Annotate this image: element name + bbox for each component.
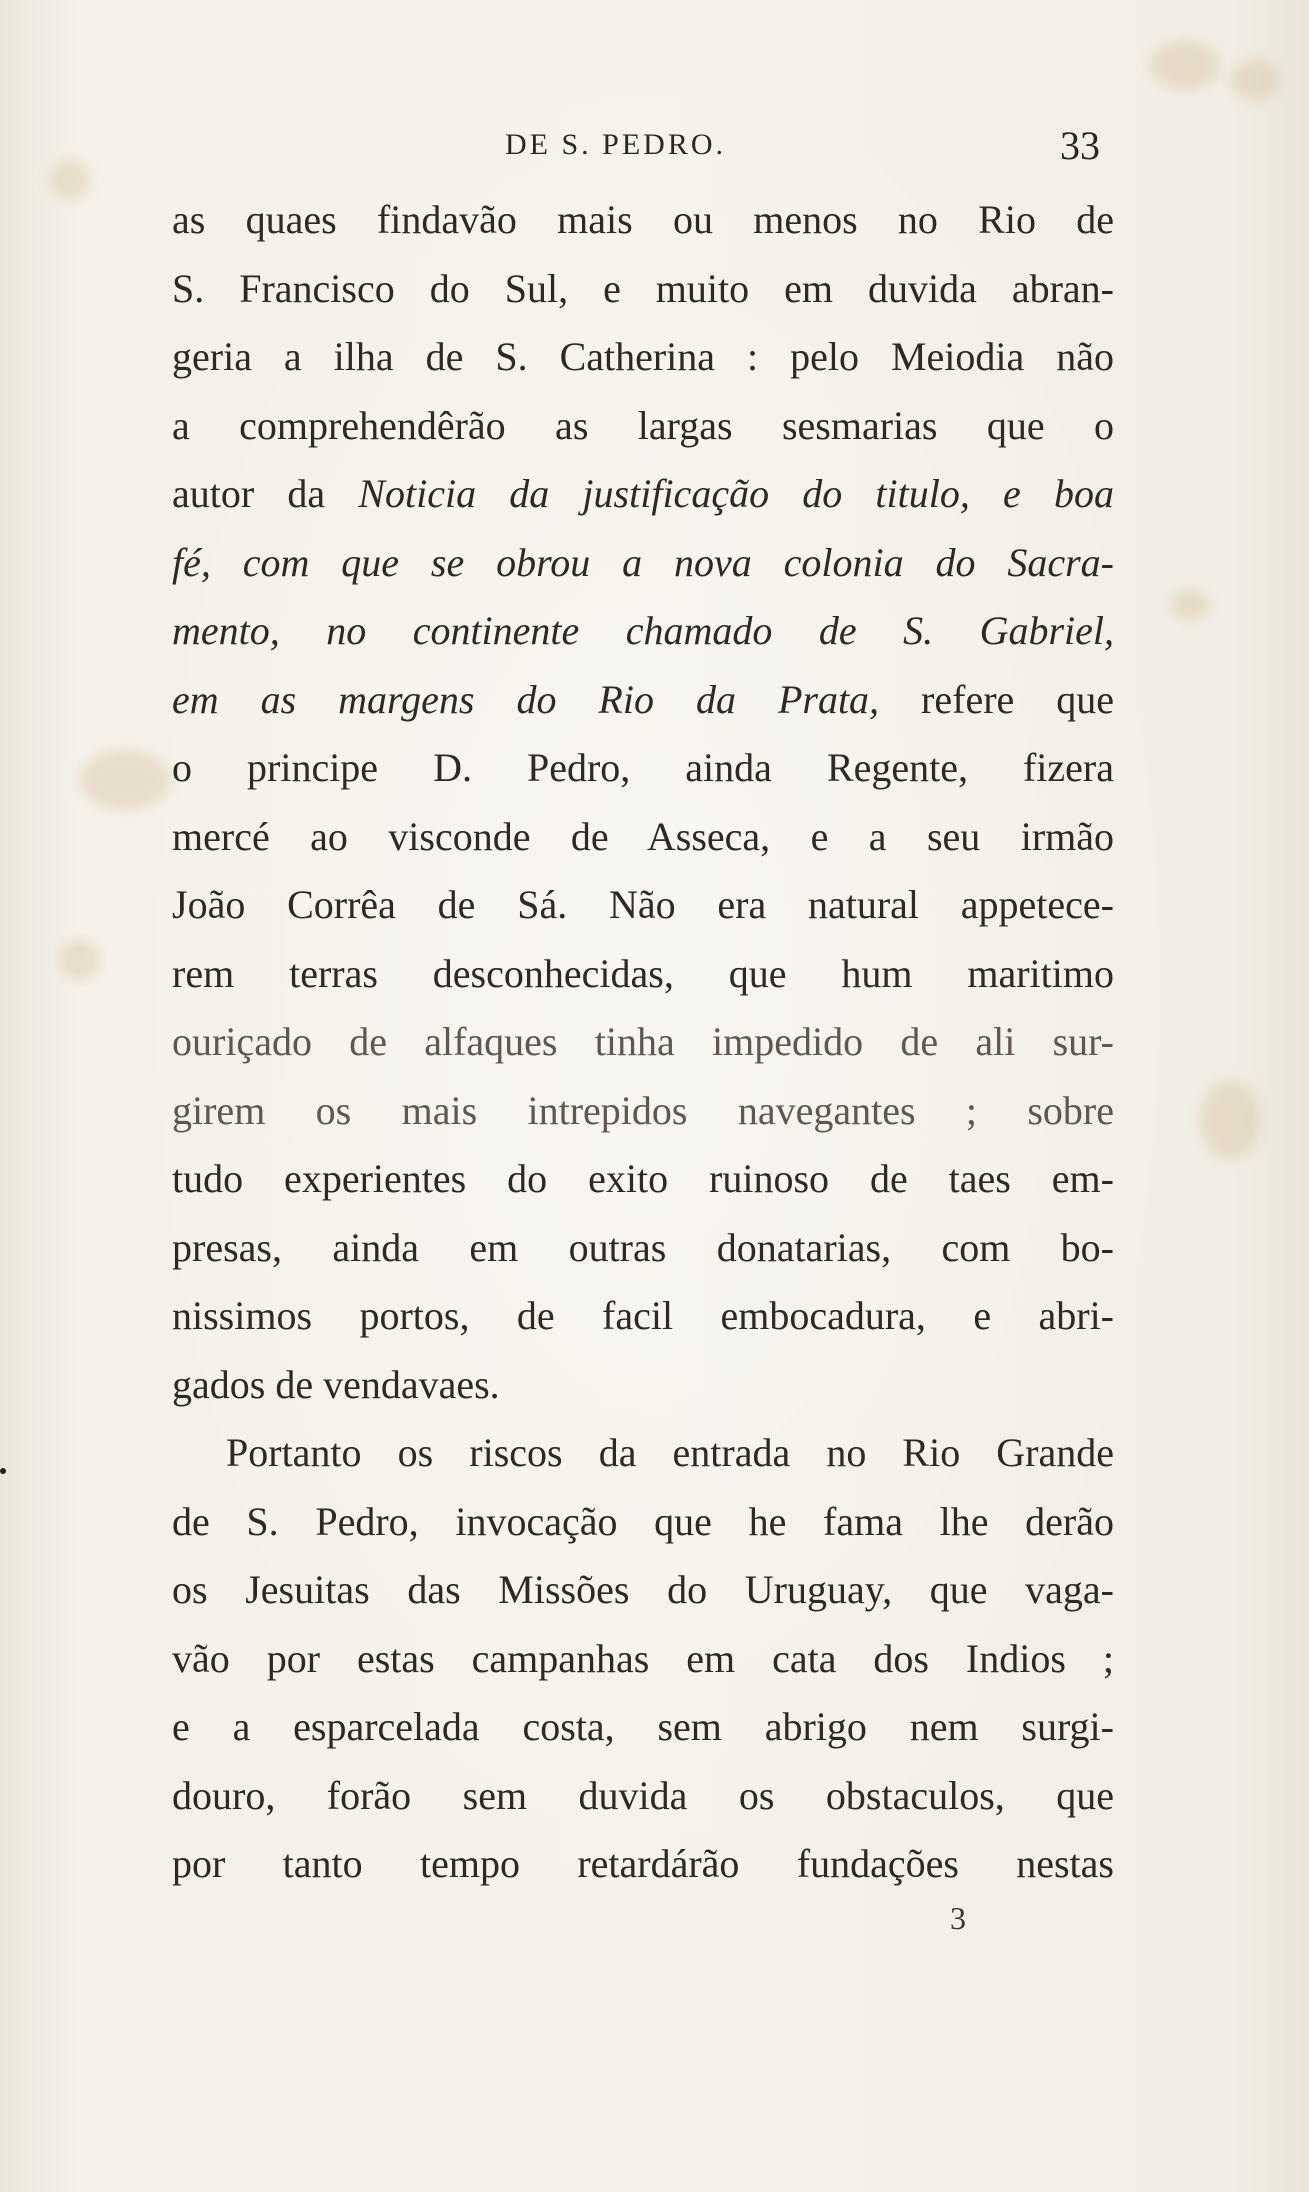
text-line: a comprehendêrão as largas sesmarias que o [172, 402, 1114, 448]
text-line: Portanto os riscos da entrada no Rio Grande [226, 1430, 1114, 1475]
text-line: girem os mais intrepidos navegantes ; sobre [172, 1087, 1114, 1133]
text-line: S. Francisco do Sul, e muito em duvida abran- [172, 265, 1114, 311]
text-line [172, 460, 1114, 529]
text-line: douro, forão sem duvida os obstaculos, que [172, 1772, 1114, 1818]
text-line: vão por estas campanhas em cata dos Indios ; [172, 1635, 1114, 1681]
text-line: os Jesuitas das Missões do Uruguay, que vaga- [172, 1567, 1114, 1612]
text-line [172, 597, 1114, 666]
text-line [172, 666, 1114, 735]
text-line: nissimos portos, de facil embocadura, e abri- [172, 1293, 1114, 1338]
text-line: geria a ilha de S. Catherina : pelo Meiodia não [172, 334, 1114, 379]
margin-dot [0, 1468, 6, 1474]
italic-title: mento, no continente chamado de S. Gabriel, [172, 608, 1114, 653]
text-line: gados de vendavaes. [172, 1361, 500, 1407]
text-line: por tanto tempo retardárão fundações nestas [172, 1841, 1114, 1886]
text-line: presas, ainda em outras donatarias, com bo- [172, 1224, 1114, 1270]
signature-mark: 3 [950, 1900, 966, 1936]
text-line [172, 529, 1114, 598]
text-line: o principe D. Pedro, ainda Regente, fizera [172, 745, 1114, 790]
text-line: mercé ao visconde de Asseca, e a seu irmão [172, 813, 1114, 859]
italic-title: fé, com que se obrou a nova colonia do Sacra- [172, 539, 1114, 585]
foxing-stain [1150, 40, 1220, 90]
foxing-stain [80, 750, 170, 810]
text-line: de S. Pedro, invocação que he fama lhe derão [172, 1498, 1114, 1544]
text-line: rem terras desconhecidas, que hum maritimo [172, 950, 1114, 996]
body-text [172, 186, 1114, 1899]
foxing-stain [50, 160, 90, 200]
foxing-stain [1200, 1080, 1260, 1160]
running-head: DE S. PEDRO. [505, 128, 727, 161]
text-line: ouriçado de alfaques tinha impedido de ali sur- [172, 1019, 1114, 1064]
text-segment: refere que [879, 676, 1115, 722]
italic-title: Noticia da justificação do titulo, e boa [358, 471, 1114, 516]
text-segment: autor da [172, 471, 359, 516]
foxing-stain [60, 940, 100, 980]
text-line: tudo experientes do exito ruinoso de taes em- [172, 1156, 1114, 1201]
page-number: 33 [1060, 123, 1100, 168]
text-line: João Corrêa de Sá. Não era natural appetece- [172, 882, 1114, 927]
foxing-stain [1230, 60, 1280, 100]
italic-title: em as margens do Rio da Prata, [172, 676, 880, 722]
foxing-stain [1170, 590, 1210, 620]
text-line: as quaes findavão mais ou menos no Rio de [172, 197, 1114, 242]
text-line: e a esparcelada costa, sem abrigo nem surgi- [172, 1704, 1114, 1749]
